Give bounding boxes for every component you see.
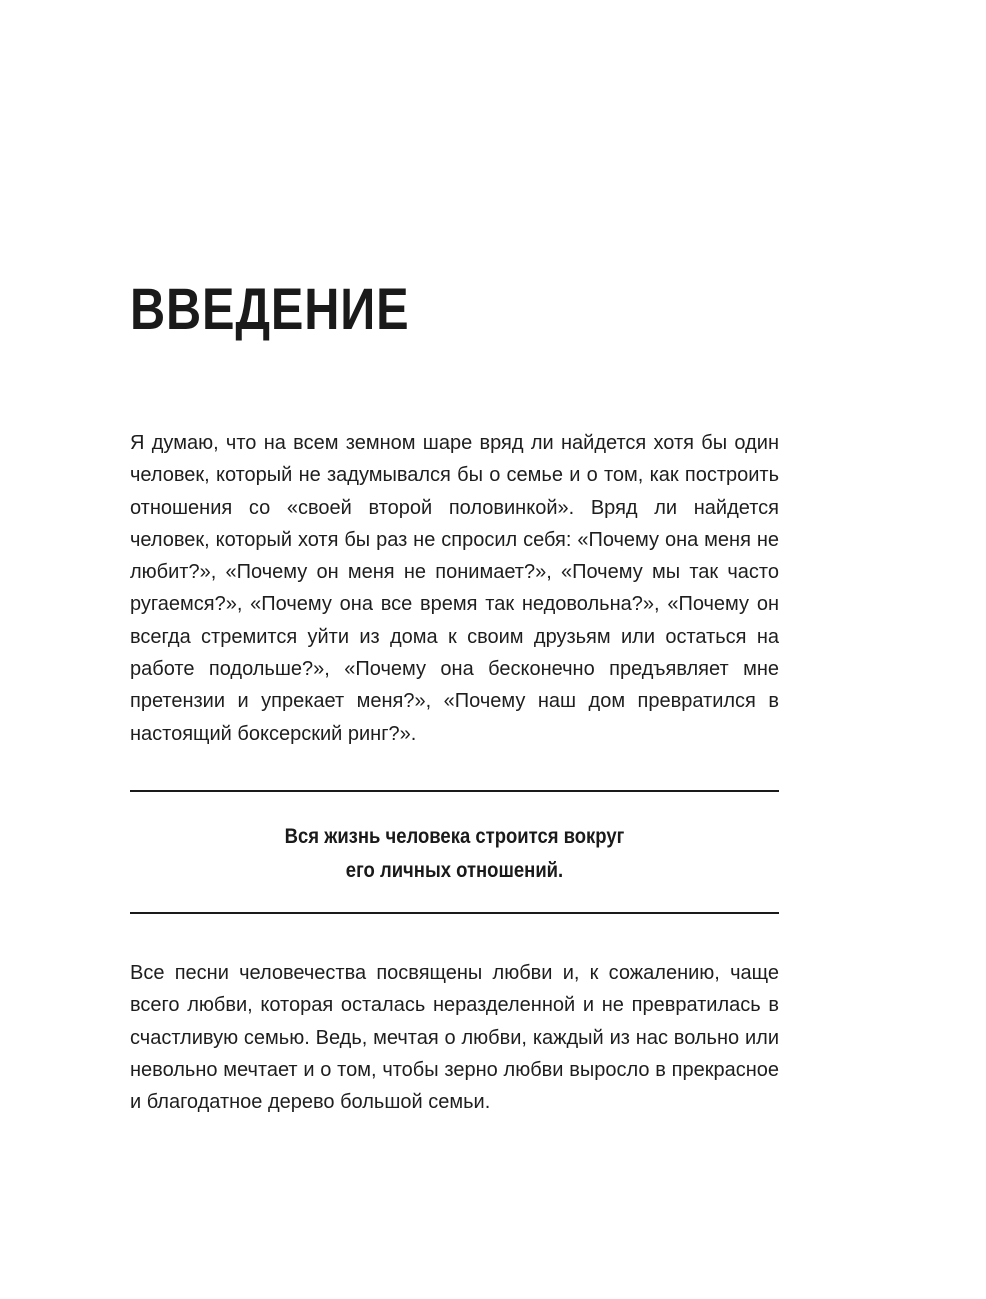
pull-quote-top-rule: [130, 790, 779, 792]
chapter-title: ВВЕДЕНИЕ: [130, 277, 410, 342]
pull-quote-line-2: его личных отношений.: [345, 859, 564, 882]
pull-quote-bottom-rule: [130, 912, 779, 914]
second-paragraph: Все песни человечества посвящены любви и, к сожалению, чаще всего любви, которая осталась неразделенной и не превратилась в счастливую семью. Ведь, мечтая о любви, каждый из нас вольно или невольно мечтает и о том, чтобы зерно любви выросло в прекрасное и благодатное дерево большой семьи.: [130, 962, 779, 1114]
pull-quote-line-1: Вся жизнь человека строится вокруг: [284, 825, 625, 848]
pull-quote: [130, 820, 779, 888]
intro-paragraph: Я думаю, что на всем земном шаре вряд ли найдется хотя бы один человек, который не задумывался бы о семье и о том, как построить отношения со «своей второй половинкой». Вряд ли найдется человек, который хотя бы раз не спросил себя: «Почему она меня не любит?», «Почему он меня не понимает?», «Почему мы так часто ругаемся?», «Почему она все время так недовольна?», «Почему он всегда стремится уйти из дома к своим друзьям или остаться на работе подольше?», «Почему она бесконечно предъявляет мне претензии и упрекает меня?», «Почему наш дом превратился в настоящий боксерский ринг?».: [130, 432, 779, 745]
